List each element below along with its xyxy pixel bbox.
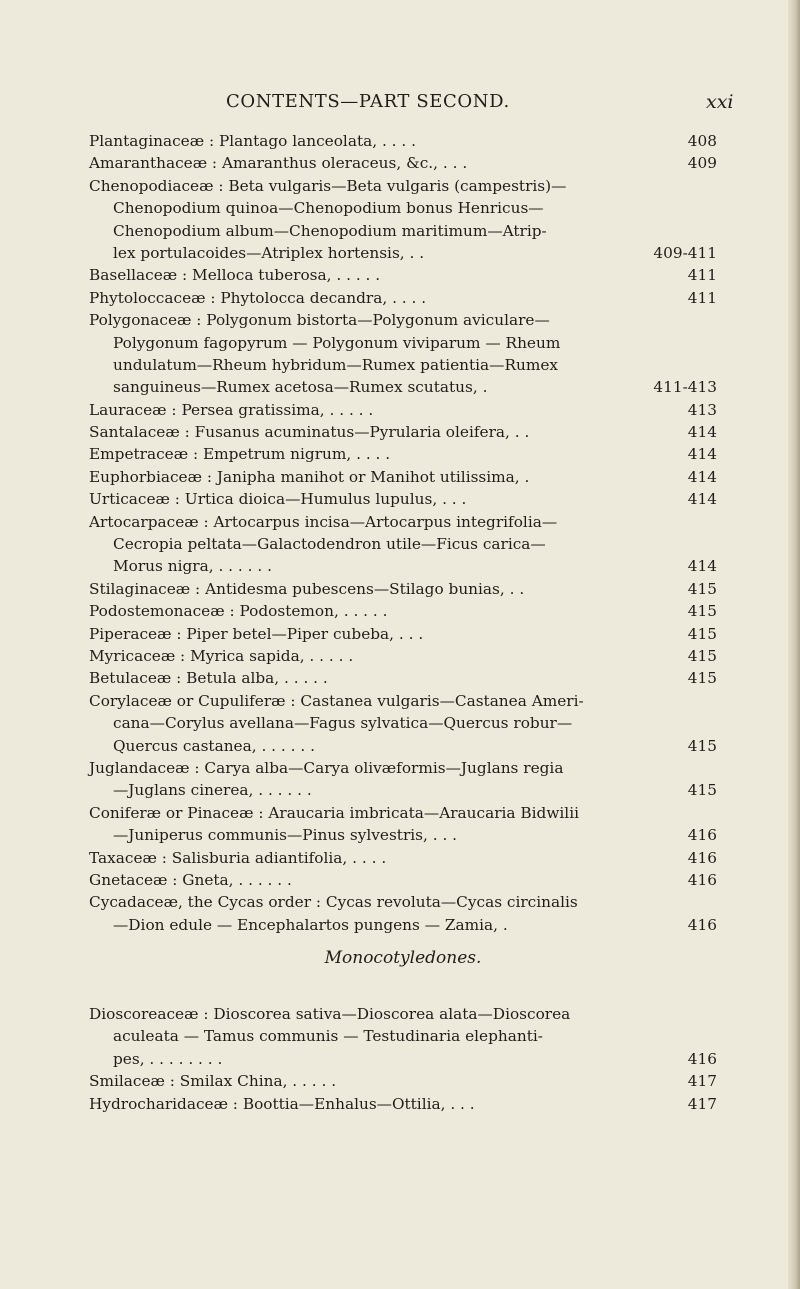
entry-text: Chenopodium quinoa—Chenopodium bonus Henricus— — [113, 199, 544, 218]
toc-entry — [89, 1070, 717, 1092]
entry-text: cana—Corylus avellana—Fagus sylvatica—Quercus robur— — [113, 714, 573, 733]
entry-page-number: 415 — [687, 602, 717, 621]
toc-line — [89, 690, 717, 712]
entry-page-number: 414 — [687, 445, 717, 464]
toc-line — [89, 891, 717, 913]
toc-line — [89, 443, 717, 465]
entry-page-number: 414 — [687, 557, 717, 576]
entry-page-number: 416 — [687, 870, 717, 889]
entry-text: Morus nigra, . . . . . . — [113, 557, 272, 576]
toc-entry — [89, 443, 717, 465]
entry-text: Juglandaceæ : Carya alba—Carya olivæformis—Juglans regia — [89, 758, 564, 777]
entry-page-number: 408 — [687, 132, 717, 150]
toc-entry — [89, 264, 717, 286]
toc-line — [89, 242, 717, 264]
entry-page-number: 413 — [687, 400, 717, 419]
entry-text: Plantaginaceæ : Plantago lanceolata, . . . . — [89, 132, 416, 150]
entry-text: —Juniperus communis—Pinus sylvestris, . . . — [113, 826, 458, 845]
toc-line — [89, 555, 717, 577]
entry-text: Chenopodiaceæ : Beta vulgaris—Beta vulgaris (campestris)— — [89, 176, 567, 195]
toc-entry — [89, 130, 717, 152]
toc-line — [89, 824, 717, 846]
toc-entry — [89, 757, 717, 802]
entry-text: Cycadaceæ, the Cycas order : Cycas revoluta—Cycas circinalis — [89, 893, 578, 912]
toc-entry — [89, 1003, 717, 1070]
toc-line — [89, 130, 717, 152]
toc-line — [89, 399, 717, 421]
entry-text: Podostemonaceæ : Podostemon, . . . . . — [89, 602, 388, 621]
page-number: xxi — [706, 91, 734, 113]
toc-line — [89, 354, 717, 376]
entry-text: sanguineus—Rumex acetosa—Rumex scutatus, . — [113, 378, 488, 397]
entry-page-number: 416 — [687, 915, 717, 934]
toc-line — [89, 869, 717, 891]
toc-entry — [89, 578, 717, 600]
dicot-entries — [89, 130, 717, 936]
entry-text: undulatum—Rheum hybridum—Rumex patientia—Rumex — [113, 355, 559, 374]
toc-entry — [89, 511, 717, 578]
entry-text: Taxaceæ : Salisburia adiantifolia, . . . . — [89, 848, 387, 867]
toc-line — [89, 220, 717, 242]
entry-page-number: 415 — [687, 646, 717, 665]
entry-page-number: 414 — [687, 490, 717, 509]
entry-page-number: 416 — [687, 848, 717, 867]
entry-text: Piperaceæ : Piper betel—Piper cubeba, . . . — [89, 624, 424, 643]
entry-text: Amaranthaceæ : Amaranthus oleraceus, &c., . . . — [89, 154, 468, 173]
toc-line — [89, 779, 717, 801]
toc-line — [89, 1048, 717, 1070]
entry-page-number: 415 — [687, 781, 717, 800]
toc-line — [89, 667, 717, 689]
monocot-entries — [89, 1003, 717, 1115]
toc-line — [89, 802, 717, 824]
entry-text: Betulaceæ : Betula alba, . . . . . — [89, 669, 328, 688]
toc-entry — [89, 175, 717, 265]
entry-page-number: 417 — [687, 1072, 717, 1091]
toc-line — [89, 712, 717, 734]
entry-text: Empetraceæ : Empetrum nigrum, . . . . — [89, 445, 391, 464]
entry-page-number: 411 — [687, 288, 717, 307]
toc-line — [89, 511, 717, 533]
toc-line — [89, 421, 717, 443]
entry-text: Euphorbiaceæ : Janipha manihot or Manihot utilissima, . — [89, 467, 530, 486]
toc-entry — [89, 1093, 717, 1115]
entry-page-number: 414 — [687, 423, 717, 442]
toc-line — [89, 1025, 717, 1047]
toc-line — [89, 309, 717, 331]
entry-text: lex portulacoides—Atriplex hortensis, . . — [113, 243, 425, 262]
entry-page-number: 417 — [687, 1094, 717, 1113]
entry-text: Phytoloccaceæ : Phytolocca decandra, . . . . — [89, 288, 427, 307]
entry-page-number: 411-413 — [653, 378, 717, 397]
toc-entry — [89, 667, 717, 689]
entry-text: aculeata — Tamus communis — Testudinaria elephanti- — [113, 1027, 543, 1046]
toc-entry — [89, 645, 717, 667]
entry-text: Urticaceæ : Urtica dioica—Humulus lupulus, . . . — [89, 490, 467, 509]
entry-text: Chenopodium album—Chenopodium maritimum—Atrip- — [113, 221, 547, 240]
section-heading: Monocotyledones. — [324, 948, 482, 969]
toc-line — [89, 847, 717, 869]
toc-entry — [89, 287, 717, 309]
entry-page-number: 416 — [687, 826, 717, 845]
toc-entry — [89, 466, 717, 488]
toc-line — [89, 914, 717, 936]
entry-text: Quercus castanea, . . . . . . — [113, 736, 315, 755]
toc-line — [89, 1003, 717, 1025]
toc-line — [89, 466, 717, 488]
entry-text: Artocarpaceæ : Artocarpus incisa—Artocarpus integrifolia— — [89, 512, 558, 531]
entry-text: Polygonum fagopyrum — Polygonum viviparum — Rheum — [113, 333, 561, 352]
toc-line — [89, 488, 717, 510]
toc-line — [89, 175, 717, 197]
toc-entry — [89, 421, 717, 443]
toc-line — [89, 645, 717, 667]
toc-line — [89, 264, 717, 286]
entry-text: —Dion edule — Encephalartos pungens — Zamia, . — [113, 915, 508, 934]
page-edge — [788, 0, 800, 1289]
toc-line — [89, 1070, 717, 1092]
table-of-contents — [89, 130, 717, 1115]
toc-line — [89, 623, 717, 645]
toc-entry — [89, 869, 717, 891]
entry-page-number: 415 — [687, 624, 717, 643]
entry-text: Polygonaceæ : Polygonum bistorta—Polygonum aviculare— — [89, 311, 550, 330]
toc-line — [89, 152, 717, 174]
entry-text: Lauraceæ : Persea gratissima, . . . . . — [89, 400, 374, 419]
toc-entry — [89, 891, 717, 936]
entry-text: Corylaceæ or Cupuliferæ : Castanea vulgaris—Castanea Ameri- — [89, 691, 584, 710]
toc-line — [89, 1093, 717, 1115]
entry-text: pes, . . . . . . . . — [113, 1049, 223, 1068]
page-header — [0, 91, 800, 119]
toc-entry — [89, 847, 717, 869]
entry-text: Santalaceæ : Fusanus acuminatus—Pyrularia oleifera, . . — [89, 423, 530, 442]
toc-entry — [89, 152, 717, 174]
entry-page-number: 409 — [687, 154, 717, 173]
entry-page-number: 415 — [687, 669, 717, 688]
toc-line — [89, 533, 717, 555]
entry-page-number: 416 — [687, 1049, 717, 1068]
entry-text: Cecropia peltata—Galactodendron utile—Ficus carica— — [113, 535, 546, 554]
entry-text: Gnetaceæ : Gneta, . . . . . . — [89, 870, 292, 889]
entry-text: Coniferæ or Pinaceæ : Araucaria imbricata—Araucaria Bidwilii — [89, 803, 579, 822]
toc-line — [89, 197, 717, 219]
entry-page-number: 409-411 — [653, 243, 717, 262]
entry-page-number: 411 — [687, 266, 717, 285]
toc-entry — [89, 309, 717, 399]
toc-line — [89, 287, 717, 309]
entry-text: Hydrocharidaceæ : Boottia—Enhalus—Ottilia, . . . — [89, 1094, 475, 1113]
entry-page-number: 415 — [687, 736, 717, 755]
toc-line — [89, 600, 717, 622]
toc-entry — [89, 600, 717, 622]
entry-text: Stilaginaceæ : Antidesma pubescens—Stilago bunias, . . — [89, 579, 525, 598]
toc-line — [89, 578, 717, 600]
toc-entry — [89, 802, 717, 847]
entry-text: —Juglans cinerea, . . . . . . — [113, 781, 312, 800]
entry-text: Basellaceæ : Melloca tuberosa, . . . . . — [89, 266, 381, 285]
toc-entry — [89, 690, 717, 757]
toc-entry — [89, 399, 717, 421]
toc-entry — [89, 623, 717, 645]
toc-line — [89, 735, 717, 757]
toc-entry — [89, 488, 717, 510]
entry-text: Dioscoreaceæ : Dioscorea sativa—Dioscorea alata—Dioscorea — [89, 1005, 571, 1024]
toc-line — [89, 332, 717, 354]
entry-text: Myricaceæ : Myrica sapida, . . . . . — [89, 646, 354, 665]
entry-page-number: 414 — [687, 467, 717, 486]
toc-line — [89, 757, 717, 779]
entry-page-number: 415 — [687, 579, 717, 598]
entry-text: Smilaceæ : Smilax China, . . . . . — [89, 1072, 337, 1091]
running-title: CONTENTS—PART SECOND. — [226, 91, 510, 112]
toc-line — [89, 376, 717, 398]
